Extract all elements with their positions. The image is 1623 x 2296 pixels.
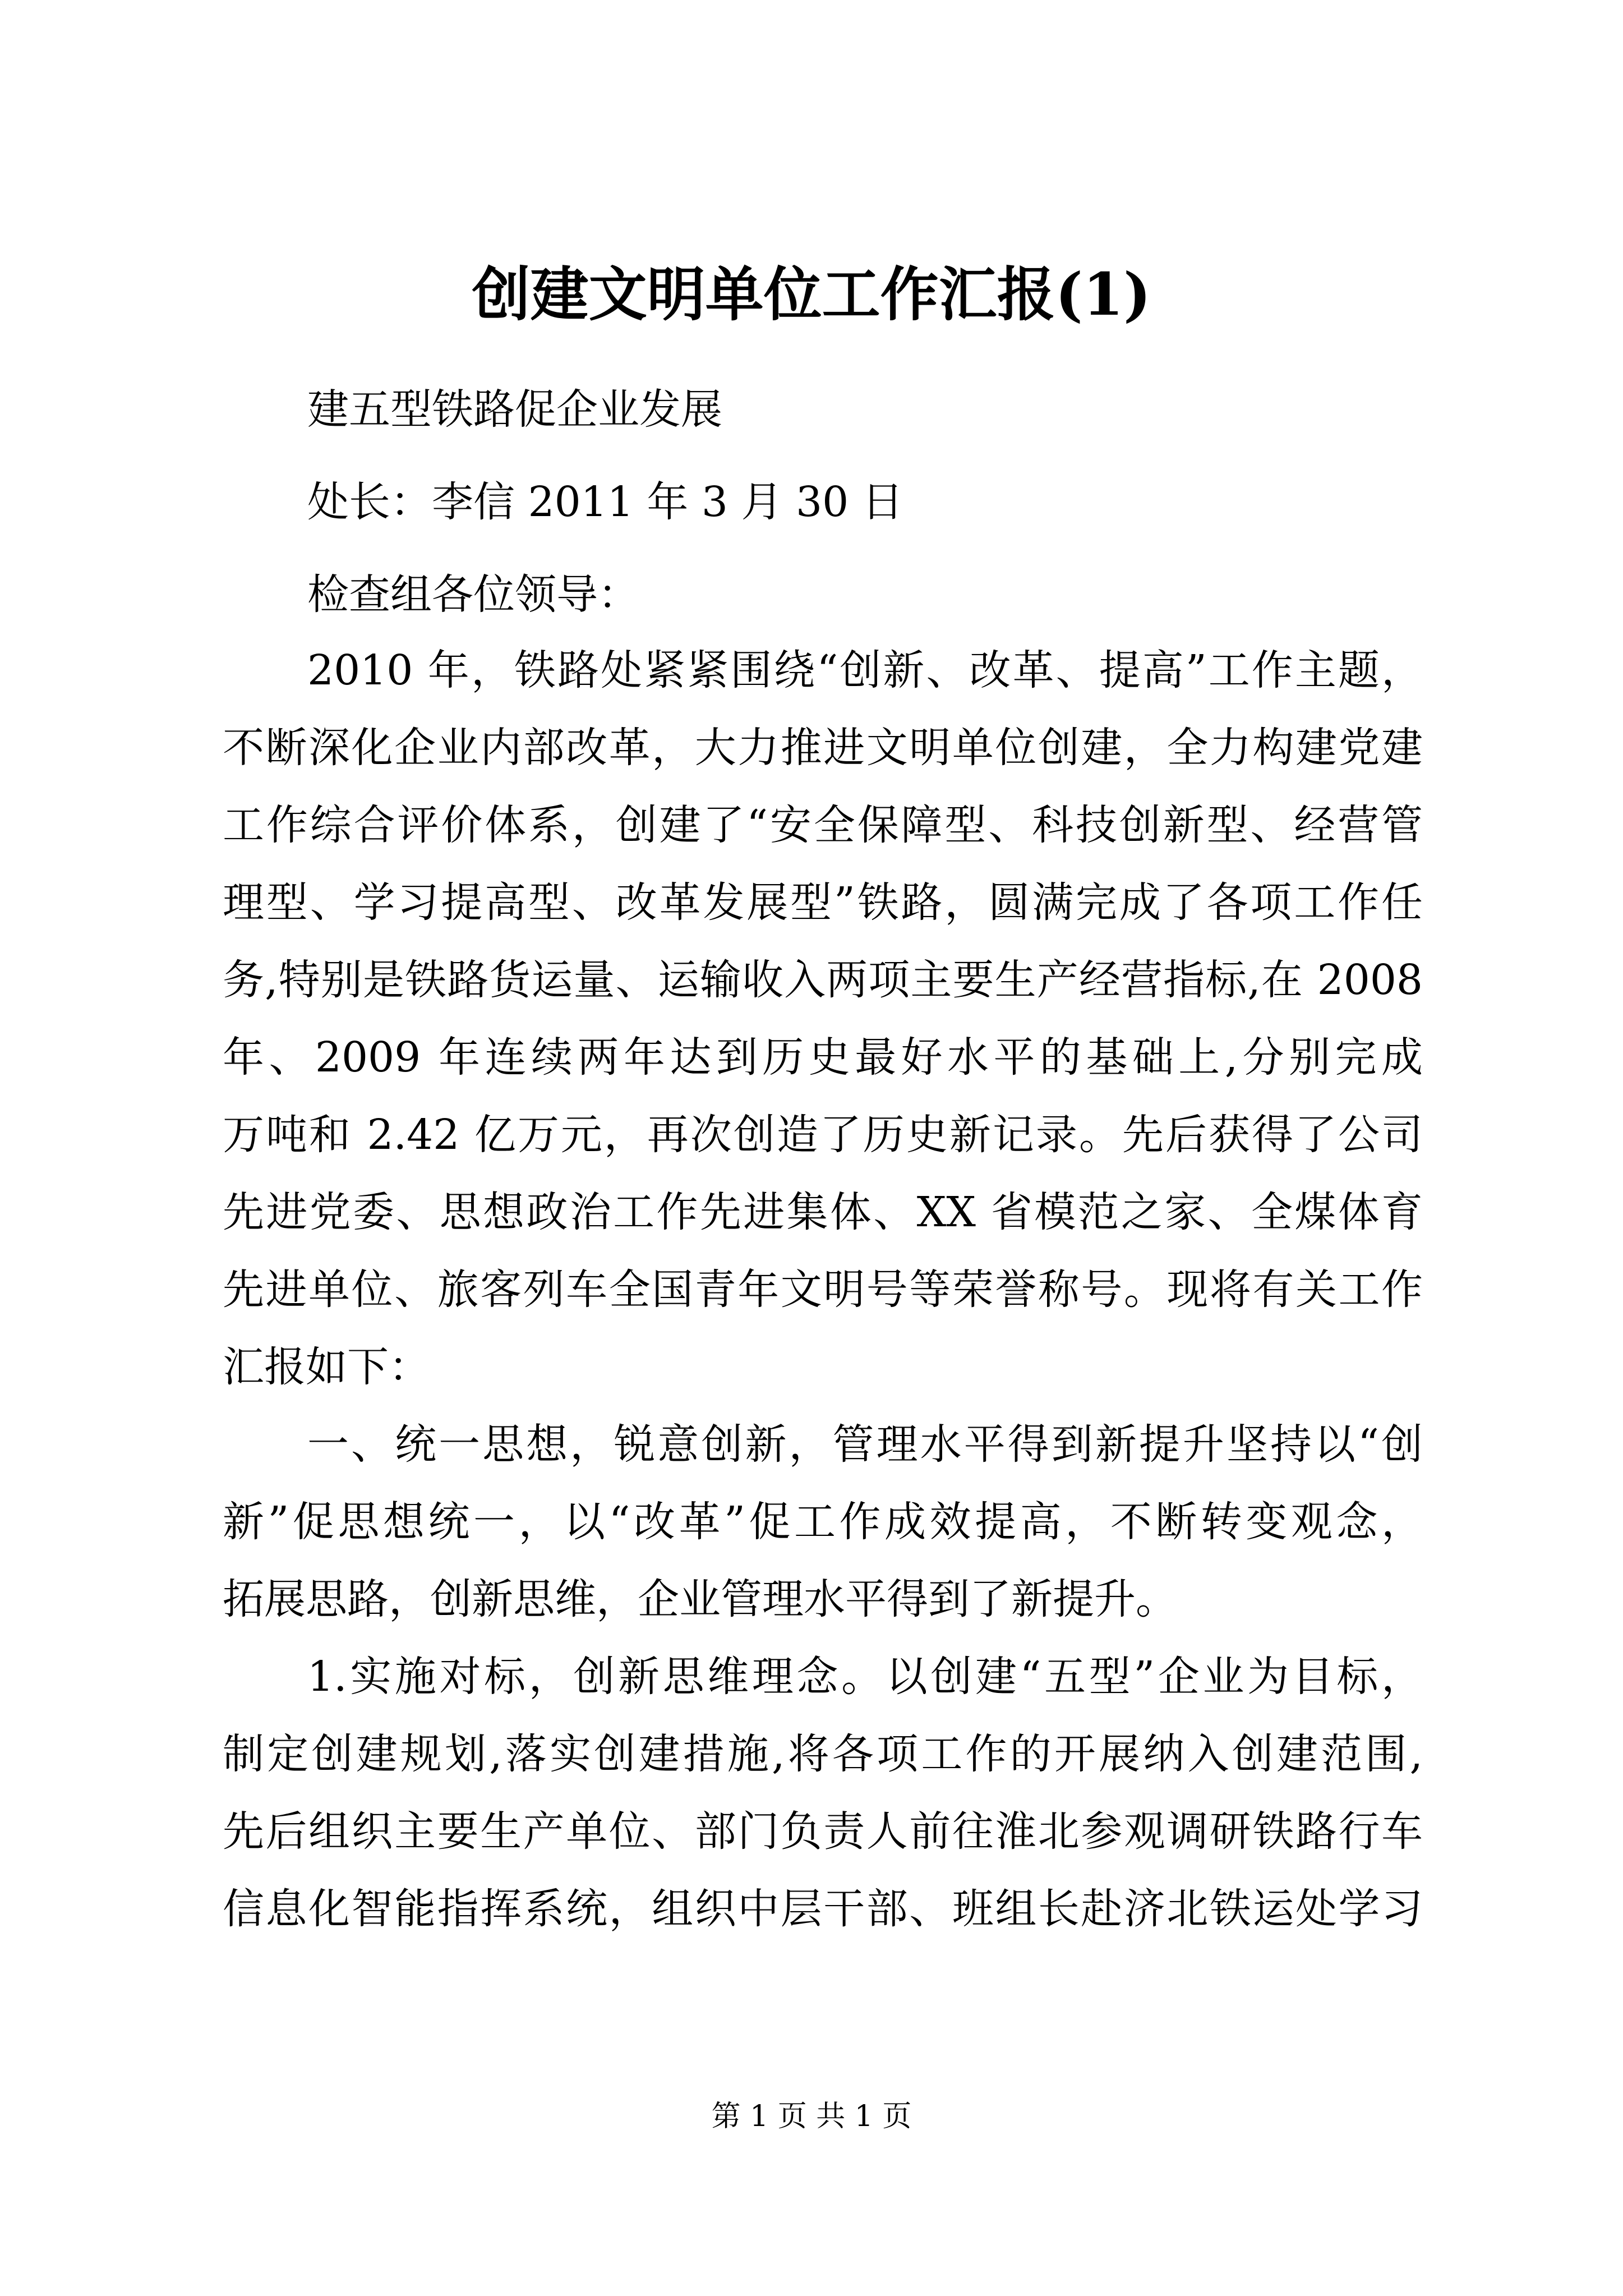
body-line: 工作综合评价体系，创建了“安全保障型、科技创新型、经营管	[223, 801, 1423, 849]
body-line: 先进党委、思想政治工作先进集体、XX 省模范之家、全煤体育	[223, 1188, 1423, 1236]
body-line: 信息化智能指挥系统，组织中层干部、班组长赴济北铁运处学习	[223, 1885, 1423, 1933]
page-footer: 第 1 页 共 1 页	[711, 2100, 912, 2133]
document-title: 创建文明单位工作汇报(1)	[472, 260, 1151, 329]
body-line: 2010 年，铁路处紧紧围绕“创新、改革、提高”工作主题，	[307, 646, 1423, 694]
body-line: 汇报如下：	[223, 1343, 430, 1391]
body-line: 1.实施对标，创新思维理念。以创建“五型”企业为目标，	[307, 1653, 1423, 1701]
body-line: 拓展思路，创新思维，企业管理水平得到了新提升。	[223, 1575, 1177, 1623]
author-line: 处长：李信 2011 年 3 月 30 日	[307, 478, 903, 526]
body-line: 理型、学习提高型、改革发展型”铁路，圆满完成了各项工作任	[223, 878, 1423, 927]
salutation: 检查组各位领导：	[307, 570, 639, 619]
body-line: 先后组织主要生产单位、部门负责人前往淮北参观调研铁路行车	[223, 1807, 1423, 1856]
body-line: 制定创建规划,落实创建措施,将各项工作的开展纳入创建范围,	[223, 1730, 1423, 1778]
body-line: 新”促思想统一，以“改革”促工作成效提高，不断转变观念，	[223, 1498, 1423, 1546]
subtitle: 建五型铁路促企业发展	[307, 385, 722, 434]
body-line: 万吨和 2.42 亿万元，再次创造了历史新记录。先后获得了公司	[223, 1111, 1423, 1159]
body-line: 不断深化企业内部改革，大力推进文明单位创建，全力构建党建	[223, 724, 1423, 772]
body-line: 务,特别是铁路货运量、运输收入两项主要生产经营指标,在 2008	[223, 956, 1423, 1004]
body-line: 年、2009 年连续两年达到历史最好水平的基础上,分别完成	[223, 1033, 1423, 1082]
body-line: 先进单位、旅客列车全国青年文明号等荣誉称号。现将有关工作	[223, 1266, 1423, 1314]
body-line: 一、统一思想，锐意创新，管理水平得到新提升坚持以“创	[307, 1420, 1423, 1469]
